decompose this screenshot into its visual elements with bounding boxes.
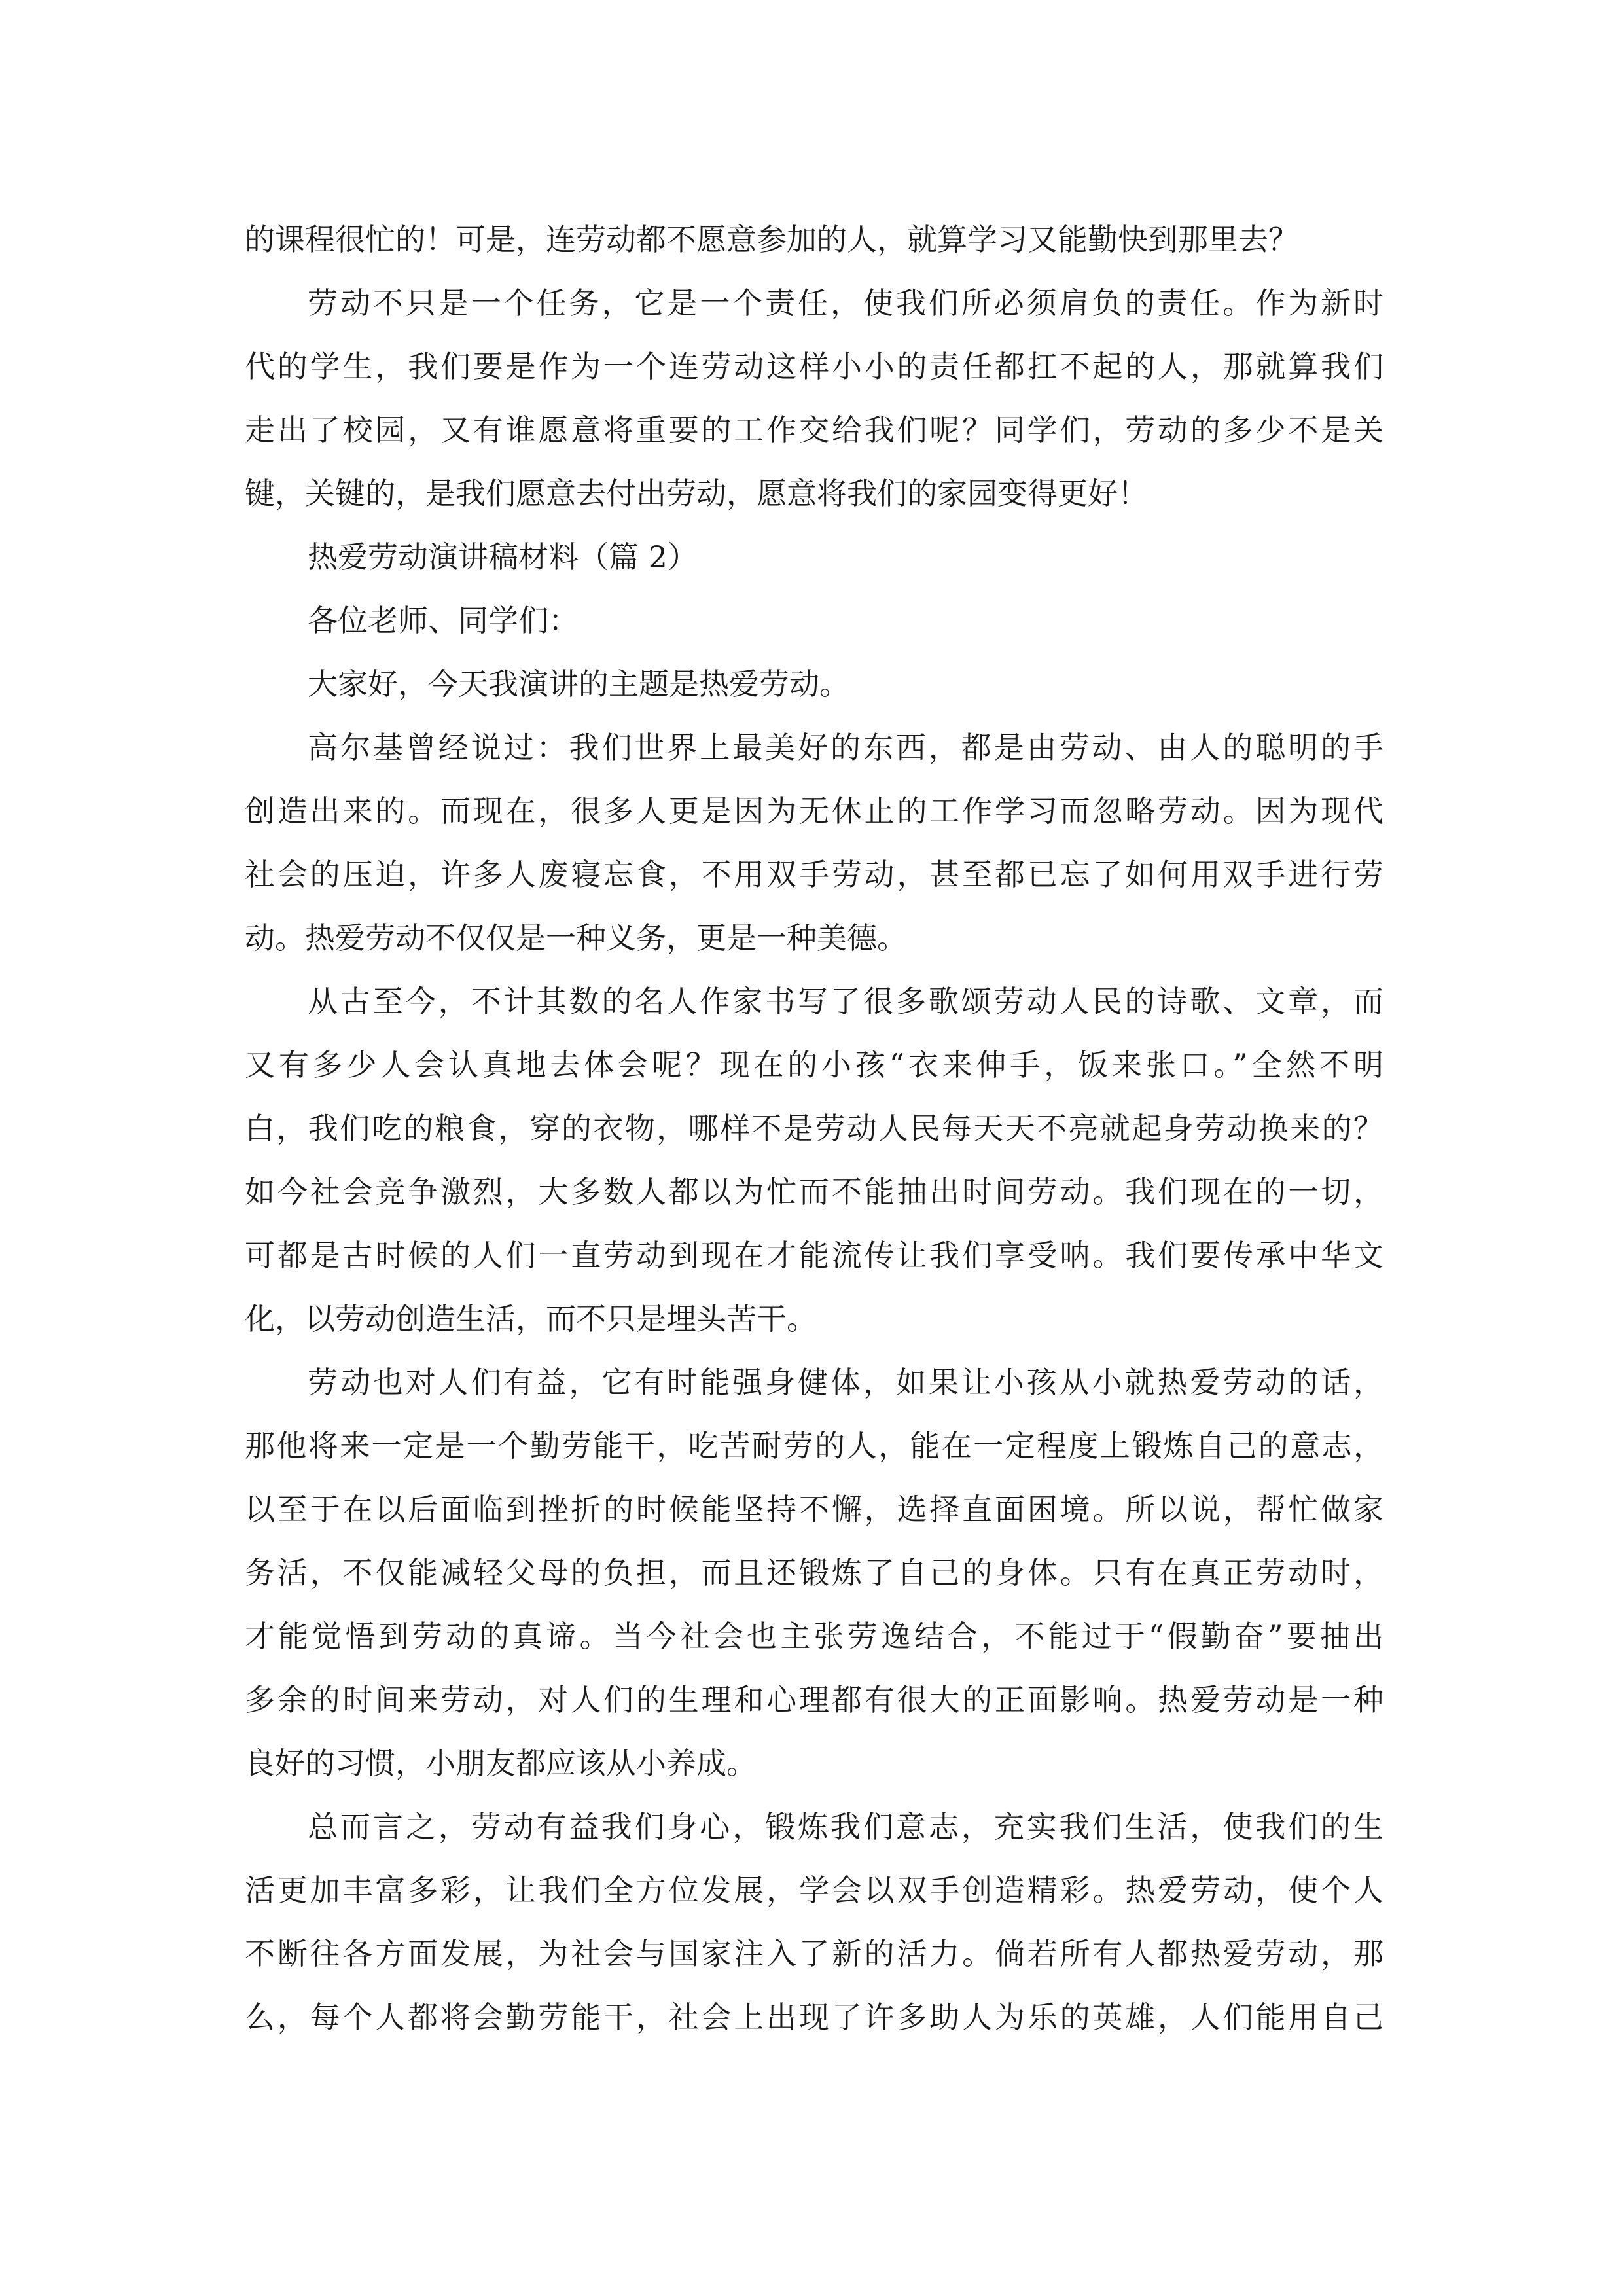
text-line: 么，每个人都将会勤劳能干，社会上出现了许多助人为乐的英雄，人们能用自己 bbox=[245, 2000, 1383, 2035]
text-line: 键，关键的，是我们愿意去付出劳动，愿意将我们的家园变得更好！ bbox=[245, 476, 1148, 511]
text-line: 那他将来一定是一个勤劳能干，吃苦耐劳的人，能在一定程度上锻炼自己的意志， bbox=[245, 1428, 1383, 1463]
paragraph bbox=[245, 272, 1383, 526]
paragraph bbox=[245, 589, 1383, 653]
text-line: 多余的时间来劳动，对人们的生理和心理都有很大的正面影响。热爱劳动是一种 bbox=[245, 1682, 1383, 1717]
text-line: 创造出来的。而现在，很多人更是因为无休止的工作学习而忽略劳动。因为现代 bbox=[245, 793, 1383, 829]
paragraph bbox=[245, 1795, 1383, 2049]
text-line: 才能觉悟到劳动的真谛。当今社会也主张劳逸结合，不能过于“假勤奋”要抽出 bbox=[245, 1619, 1383, 1654]
text-line: 从古至今，不计其数的名人作家书写了很多歌颂劳动人民的诗歌、文章，而 bbox=[308, 984, 1383, 1019]
text-line: 务活，不仅能减轻父母的负担，而且还锻炼了自己的身体。只有在真正劳动时， bbox=[245, 1555, 1383, 1590]
text-line: 化，以劳动创造生活，而不只是埋头苦干。 bbox=[245, 1301, 817, 1336]
text-line: 的课程很忙的！可是，连劳动都不愿意参加的人，就算学习又能勤快到那里去？ bbox=[245, 222, 1298, 257]
text-line: 活更加丰富多彩，让我们全方位发展，学会以双手创造精彩。热爱劳动，使个人 bbox=[245, 1873, 1383, 1908]
text-line: 劳动不只是一个任务，它是一个责任，使我们所必须肩负的责任。作为新时 bbox=[308, 285, 1383, 321]
document-body bbox=[245, 208, 1383, 2049]
paragraph bbox=[245, 1351, 1383, 1795]
text-line: 如今社会竞争激烈，大多数人都以为忙而不能抽出时间劳动。我们现在的一切， bbox=[245, 1174, 1383, 1210]
text-line: 可都是古时候的人们一直劳动到现在才能流传让我们享受呐。我们要传承中华文 bbox=[245, 1238, 1383, 1273]
text-line: 总而言之，劳动有益我们身心，锻炼我们意志，充实我们生活，使我们的生 bbox=[308, 1809, 1383, 1844]
section-heading bbox=[245, 526, 1383, 589]
paragraph bbox=[245, 716, 1383, 970]
text-line: 代的学生，我们要是作为一个连劳动这样小小的责任都扛不起的人，那就算我们 bbox=[245, 349, 1383, 384]
paragraph bbox=[245, 653, 1383, 716]
text-line: 又有多少人会认真地去体会呢？现在的小孩“衣来伸手，饭来张口。”全然不明 bbox=[245, 1047, 1383, 1083]
paragraph bbox=[245, 208, 1383, 272]
text-line: 良好的习惯，小朋友都应该从小养成。 bbox=[245, 1746, 757, 1781]
text-line: 劳动也对人们有益，它有时能强身健体，如果让小孩从小就热爱劳动的话， bbox=[308, 1365, 1383, 1400]
paragraph bbox=[245, 970, 1383, 1351]
text-line: 以至于在以后面临到挫折的时候能坚持不懈，选择直面困境。所以说，帮忙做家 bbox=[245, 1492, 1383, 1527]
text-line: 不断往各方面发展，为社会与国家注入了新的活力。倘若所有人都热爱劳动，那 bbox=[245, 1936, 1383, 1971]
text-line: 白，我们吃的粮食，穿的衣物，哪样不是劳动人民每天天不亮就起身劳动换来的？ bbox=[245, 1111, 1383, 1146]
text-line: 大家好，今天我演讲的主题是热爱劳动。 bbox=[308, 666, 849, 702]
text-line: 社会的压迫，许多人废寝忘食，不用双手劳动，甚至都已忘了如何用双手进行劳 bbox=[245, 857, 1383, 892]
text-line: 走出了校园，又有谁愿意将重要的工作交给我们呢？同学们，劳动的多少不是关 bbox=[245, 412, 1383, 448]
text-line: 高尔基曾经说过：我们世界上最美好的东西，都是由劳动、由人的聪明的手 bbox=[308, 730, 1383, 765]
text-line: 各位老师、同学们： bbox=[308, 603, 579, 638]
text-line: 动。热爱劳动不仅仅是一种义务，更是一种美德。 bbox=[245, 920, 907, 956]
text-line: 热爱劳动演讲稿材料（篇 2） bbox=[308, 539, 698, 575]
